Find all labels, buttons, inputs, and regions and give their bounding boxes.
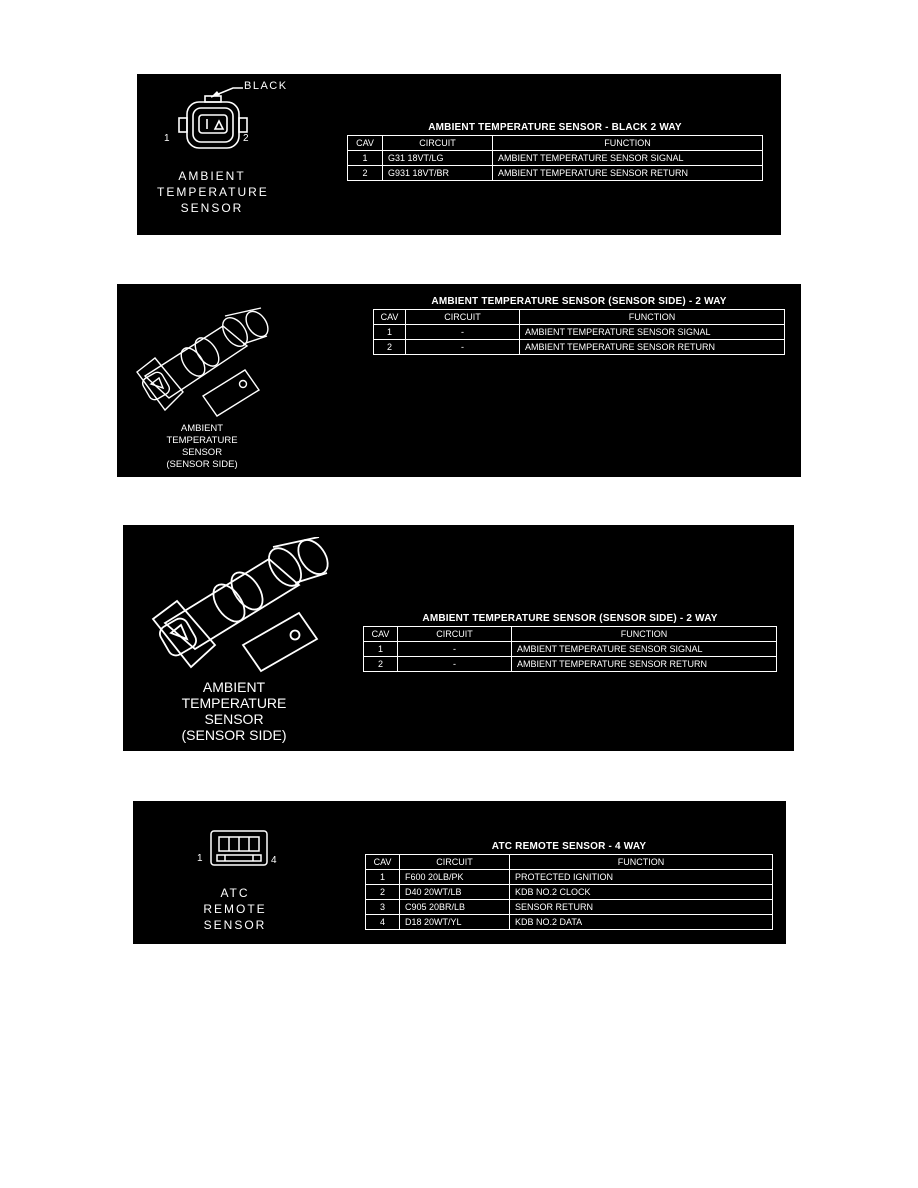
connector-label-line: AMBIENT (180, 423, 224, 434)
header-cav: CAV (374, 310, 406, 325)
header-circuit: CIRCUIT (400, 855, 510, 870)
header-circuit: CIRCUIT (383, 136, 493, 151)
connector-label-line: ATC (220, 886, 250, 900)
cell-function: AMBIENT TEMPERATURE SENSOR SIGNAL (512, 642, 777, 657)
table-header-row (348, 136, 763, 151)
header-cav: CAV (348, 136, 383, 151)
connector-label (139, 679, 329, 743)
cell-function: AMBIENT TEMPERATURE SENSOR SIGNAL (520, 325, 785, 340)
connector-label-line: TEMPERATURE (157, 185, 269, 199)
cell-circuit: - (398, 657, 512, 672)
connector-label-line: SENSOR (203, 918, 267, 932)
table-header-row (366, 855, 773, 870)
table-title: ATC REMOTE SENSOR - 4 WAY (491, 841, 647, 852)
cell-cav: 1 (374, 325, 406, 340)
connector-label-line: (SENSOR SIDE) (181, 727, 287, 743)
cell-circuit: D18 20WT/YL (400, 915, 510, 930)
cell-cav: 2 (364, 657, 398, 672)
table-title: AMBIENT TEMPERATURE SENSOR - BLACK 2 WAY (428, 122, 682, 133)
table-row (364, 657, 777, 672)
table-row (366, 885, 773, 900)
table-row (348, 151, 763, 166)
cell-cav: 3 (366, 900, 400, 915)
table-row (366, 900, 773, 915)
table-title: AMBIENT TEMPERATURE SENSOR (SENSOR SIDE) - 2 WAY (422, 613, 718, 624)
cell-circuit: - (406, 325, 520, 340)
header-cav: CAV (366, 855, 400, 870)
connector-4-way-icon (205, 825, 275, 871)
table-row (374, 325, 785, 340)
connector-panel-ambient-black-2-way (137, 74, 781, 235)
cell-function: KDB NO.2 DATA (510, 915, 773, 930)
header-function: FUNCTION (512, 627, 777, 642)
black-callout: BLACK (244, 80, 288, 92)
cell-cav: 1 (366, 870, 400, 885)
cell-circuit: - (406, 340, 520, 355)
cell-function: AMBIENT TEMPERATURE SENSOR RETURN (512, 657, 777, 672)
table-row (364, 642, 777, 657)
connector-label-line: TEMPERATURE (166, 435, 238, 446)
cell-cav: 4 (366, 915, 400, 930)
pin-number-right: 4 (271, 855, 277, 866)
table-row (366, 870, 773, 885)
connector-panel-ambient-sensor-side (117, 284, 801, 477)
cell-cav: 1 (364, 642, 398, 657)
connector-label (132, 423, 272, 471)
cell-function: PROTECTED IGNITION (510, 870, 773, 885)
cell-circuit: - (398, 642, 512, 657)
connector-panel-atc-remote-sensor (133, 801, 786, 944)
header-function: FUNCTION (493, 136, 763, 151)
connector-2-way-icon (171, 82, 331, 162)
connector-label-line: (SENSOR SIDE) (166, 459, 238, 470)
pin-table (373, 296, 785, 355)
cell-function: SENSOR RETURN (510, 900, 773, 915)
table-header-row (364, 627, 777, 642)
pin-table (365, 841, 773, 930)
cell-cav: 2 (374, 340, 406, 355)
cell-function: AMBIENT TEMPERATURE SENSOR SIGNAL (493, 151, 763, 166)
cell-circuit: G31 18VT/LG (383, 151, 493, 166)
cell-circuit: G931 18VT/BR (383, 166, 493, 181)
cell-circuit: D40 20WT/LB (400, 885, 510, 900)
cell-function: AMBIENT TEMPERATURE SENSOR RETURN (520, 340, 785, 355)
cell-function: KDB NO.2 CLOCK (510, 885, 773, 900)
connector-label-line: SENSOR (204, 711, 264, 727)
cell-cav: 2 (366, 885, 400, 900)
pin-number-right: 2 (243, 133, 249, 144)
cell-cav: 1 (348, 151, 383, 166)
cell-circuit: C905 20BR/LB (400, 900, 510, 915)
header-function: FUNCTION (510, 855, 773, 870)
cell-cav: 2 (348, 166, 383, 181)
connector-label-line: SENSOR (180, 201, 244, 215)
table-row (374, 340, 785, 355)
sensor-connector-icon (125, 306, 275, 421)
table-title: AMBIENT TEMPERATURE SENSOR (SENSOR SIDE) - 2 WAY (431, 296, 727, 307)
connector-label-line: REMOTE (203, 902, 267, 916)
connector-label-line: AMBIENT (178, 169, 246, 183)
pin-table (347, 122, 763, 181)
table-header-row (374, 310, 785, 325)
connector-panel-ambient-sensor-side-large (123, 525, 794, 751)
cell-function: AMBIENT TEMPERATURE SENSOR RETURN (493, 166, 763, 181)
connector-label (157, 168, 267, 216)
header-function: FUNCTION (520, 310, 785, 325)
sensor-connector-icon (139, 537, 339, 677)
table-row (366, 915, 773, 930)
connector-label-line: SENSOR (181, 447, 223, 458)
header-circuit: CIRCUIT (406, 310, 520, 325)
header-circuit: CIRCUIT (398, 627, 512, 642)
pin-table (363, 613, 777, 672)
connector-label-line: TEMPERATURE (181, 695, 287, 711)
connector-label (183, 885, 287, 933)
table-row (348, 166, 763, 181)
pin-number-left: 1 (164, 133, 170, 144)
header-cav: CAV (364, 627, 398, 642)
pin-number-left: 1 (197, 853, 203, 864)
connector-label-line: AMBIENT (202, 679, 266, 695)
cell-circuit: F600 20LB/PK (400, 870, 510, 885)
